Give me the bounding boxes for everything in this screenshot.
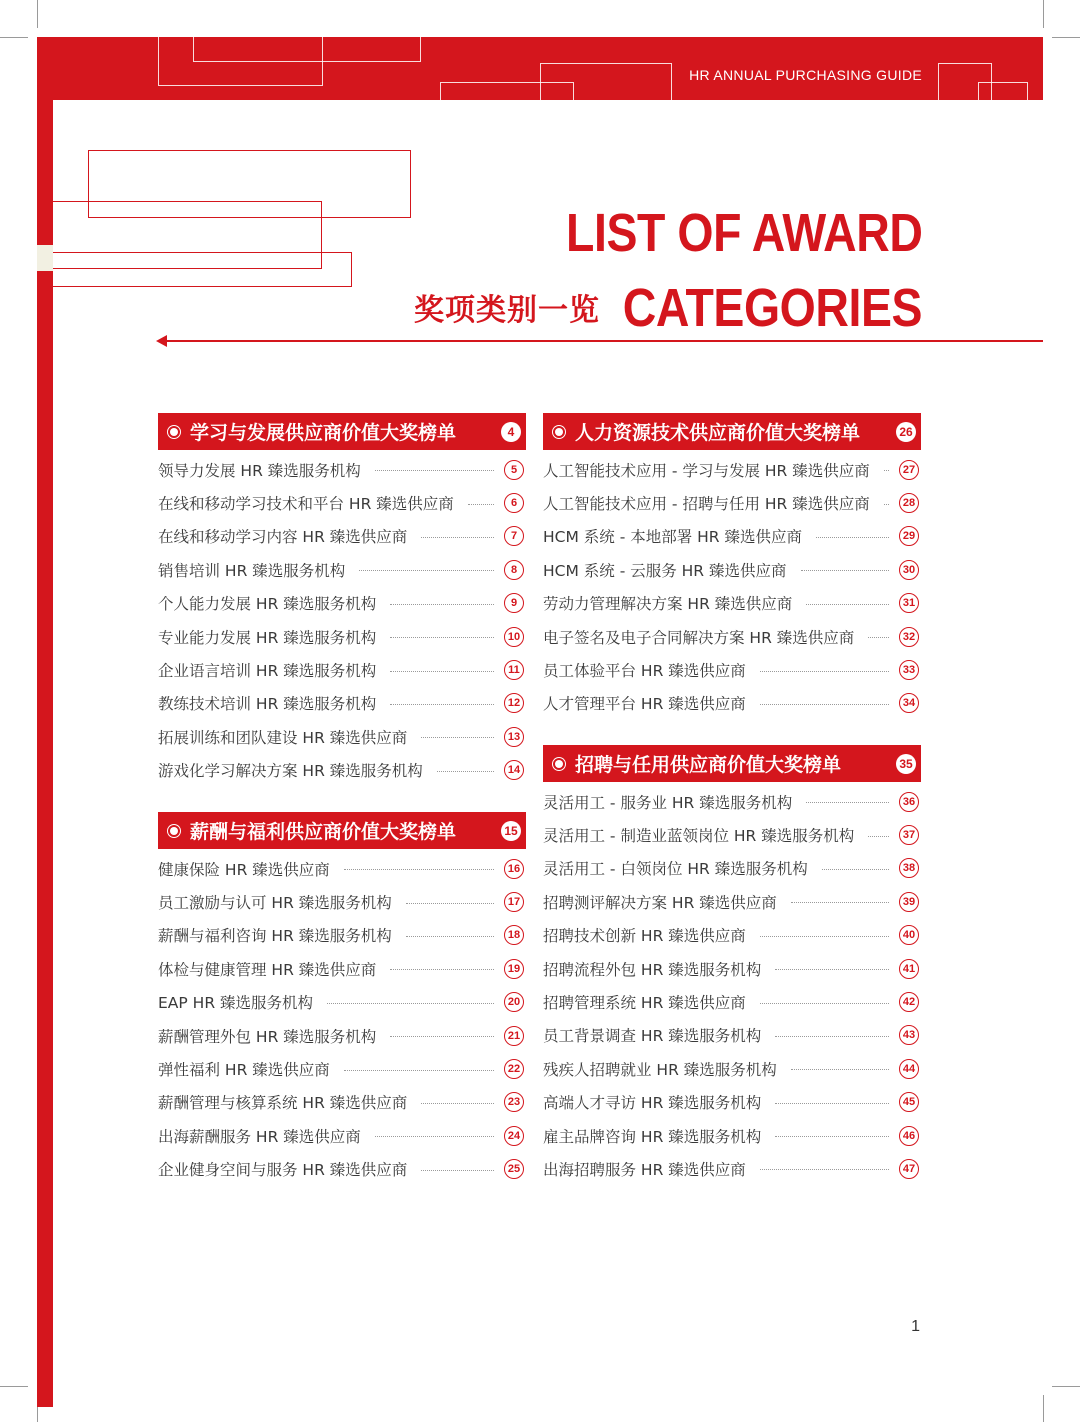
leader-dots [327, 1003, 494, 1004]
item-page: 8 [504, 560, 524, 580]
section-header [543, 413, 921, 450]
leader-dots [806, 604, 889, 605]
leader-dots [775, 1136, 889, 1137]
leader-dots [775, 969, 889, 970]
list-item[interactable] [158, 1119, 526, 1152]
list-item[interactable] [158, 1086, 526, 1119]
item-page: 33 [899, 660, 919, 680]
item-page: 17 [504, 892, 524, 912]
leader-dots [468, 504, 494, 505]
item-page: 44 [899, 1059, 919, 1079]
list-item[interactable] [158, 486, 526, 519]
list-item[interactable] [158, 553, 526, 586]
leader-dots [344, 1070, 494, 1071]
leader-dots [775, 1103, 889, 1104]
item-page: 36 [899, 792, 919, 812]
item-label: 游戏化学习解决方案 HR 臻选服务机构 [158, 762, 423, 781]
section-page-badge: 26 [896, 422, 916, 442]
leader-dots [390, 704, 494, 705]
item-page: 42 [899, 992, 919, 1012]
list-item[interactable] [543, 1086, 921, 1119]
arrow-left-icon [156, 335, 167, 347]
item-label: 企业健身空间与服务 HR 臻选供应商 [158, 1161, 408, 1180]
item-page: 12 [504, 693, 524, 713]
list-item[interactable] [543, 1019, 921, 1052]
section-hr-tech [543, 413, 921, 720]
item-page: 9 [504, 593, 524, 613]
item-page: 47 [899, 1159, 919, 1179]
section-title: 薪酬与福利供应商价值大奖榜单 [190, 821, 457, 843]
list-item[interactable] [543, 486, 921, 519]
leader-dots [868, 836, 889, 837]
item-page: 25 [504, 1159, 524, 1179]
list-item[interactable] [158, 520, 526, 553]
item-label: 招聘管理系统 HR 臻选供应商 [543, 994, 746, 1013]
leader-dots [884, 470, 889, 471]
list-item[interactable] [543, 919, 921, 952]
item-page: 28 [899, 493, 919, 513]
guide-title: HR ANNUAL PURCHASING GUIDE [689, 67, 922, 83]
item-page: 6 [504, 493, 524, 513]
item-page: 29 [899, 526, 919, 546]
section-header [158, 812, 526, 849]
item-label: 人才管理平台 HR 臻选供应商 [543, 695, 746, 714]
leader-dots [406, 936, 494, 937]
item-page: 20 [504, 992, 524, 1012]
item-label: 专业能力发展 HR 臻选服务机构 [158, 628, 377, 647]
item-label: 薪酬管理与核算系统 HR 臻选供应商 [158, 1094, 408, 1113]
item-page: 18 [504, 925, 524, 945]
leader-dots [801, 570, 889, 571]
item-label: HCM 系统 - 本地部署 HR 臻选供应商 [543, 528, 803, 547]
leader-dots [390, 604, 494, 605]
bullet-icon [555, 428, 563, 436]
list-item[interactable] [158, 1153, 526, 1186]
leader-dots [822, 869, 889, 870]
item-label: 教练技术培训 HR 臻选服务机构 [158, 695, 377, 714]
list-item[interactable] [158, 754, 526, 787]
list-item[interactable] [158, 919, 526, 952]
section-header [543, 745, 921, 782]
item-page: 30 [899, 560, 919, 580]
decor-rect [978, 82, 1028, 101]
leader-dots [868, 637, 889, 638]
leader-dots [390, 969, 494, 970]
leader-dots [375, 1136, 494, 1137]
list-item[interactable] [543, 1119, 921, 1152]
list-item[interactable] [158, 1019, 526, 1052]
crop-mark [1052, 37, 1080, 38]
section-title: 学习与发展供应商价值大奖榜单 [190, 422, 457, 444]
list-item[interactable] [543, 520, 921, 553]
item-label: 招聘技术创新 HR 臻选供应商 [543, 927, 746, 946]
leader-dots [344, 869, 494, 870]
item-page: 22 [504, 1059, 524, 1079]
item-page: 46 [899, 1126, 919, 1146]
item-label: 出海招聘服务 HR 臻选供应商 [543, 1160, 746, 1179]
page-number: 1 [911, 1318, 920, 1335]
item-label: 薪酬管理外包 HR 臻选服务机构 [158, 1027, 377, 1046]
title-divider [164, 340, 1043, 342]
section-title: 招聘与任用供应商价值大奖榜单 [575, 754, 842, 776]
leader-dots [359, 570, 494, 571]
item-label: 雇主品牌咨询 HR 臻选服务机构 [543, 1127, 762, 1146]
section-page-badge: 15 [501, 821, 521, 841]
list-item[interactable] [158, 885, 526, 918]
item-label: 领导力发展 HR 臻选服务机构 [158, 461, 361, 480]
list-item[interactable] [543, 453, 921, 486]
item-page: 40 [899, 925, 919, 945]
leader-dots [421, 737, 494, 738]
leader-dots [775, 1036, 889, 1037]
item-page: 11 [504, 660, 524, 680]
item-page: 7 [504, 526, 524, 546]
bullet-icon [170, 428, 178, 436]
list-item[interactable] [543, 852, 921, 885]
item-page: 37 [899, 825, 919, 845]
item-page: 38 [899, 858, 919, 878]
leader-dots [791, 902, 889, 903]
item-label: 弹性福利 HR 臻选供应商 [158, 1061, 330, 1080]
list-item[interactable] [543, 553, 921, 586]
item-label: 电子签名及电子合同解决方案 HR 臻选供应商 [543, 628, 855, 647]
leader-dots [760, 1003, 889, 1004]
leader-dots [421, 1103, 494, 1104]
list-item[interactable] [543, 620, 921, 653]
list-item[interactable] [543, 952, 921, 985]
left-band-notch [37, 245, 53, 271]
item-page: 10 [504, 627, 524, 647]
item-page: 32 [899, 627, 919, 647]
item-label: 个人能力发展 HR 臻选服务机构 [158, 595, 377, 614]
leader-dots [760, 704, 889, 705]
item-label: 在线和移动学习内容 HR 臻选供应商 [158, 528, 408, 547]
section-compensation [158, 812, 526, 1186]
list-item[interactable] [158, 653, 526, 686]
list-item[interactable] [543, 985, 921, 1018]
title-en-line1: LIST OF AWARD [565, 203, 922, 263]
crop-mark [0, 37, 28, 38]
item-page: 45 [899, 1092, 919, 1112]
list-item[interactable] [158, 952, 526, 985]
item-label: 人工智能技术应用 - 招聘与任用 HR 臻选供应商 [543, 495, 870, 514]
leader-dots [421, 537, 494, 538]
left-band [37, 37, 53, 1407]
item-label: HCM 系统 - 云服务 HR 臻选供应商 [543, 561, 787, 580]
item-label: 招聘测评解决方案 HR 臻选供应商 [543, 893, 777, 912]
item-label: 人工智能技术应用 - 学习与发展 HR 臻选供应商 [543, 461, 870, 480]
item-page: 39 [899, 892, 919, 912]
item-page: 24 [504, 1126, 524, 1146]
list-item[interactable] [543, 587, 921, 620]
leader-dots [406, 903, 494, 904]
item-label: 出海薪酬服务 HR 臻选供应商 [158, 1127, 361, 1146]
list-item[interactable] [543, 653, 921, 686]
item-page: 14 [504, 760, 524, 780]
item-label: 员工激励与认可 HR 臻选服务机构 [158, 894, 392, 913]
bullet-icon [170, 827, 178, 835]
list-item[interactable] [158, 986, 526, 1019]
decor-rect [53, 252, 352, 287]
leader-dots [760, 936, 889, 937]
item-page: 43 [899, 1025, 919, 1045]
list-item[interactable] [158, 852, 526, 885]
item-page: 19 [504, 959, 524, 979]
section-page-badge: 4 [501, 422, 521, 442]
item-label: 灵活用工 - 服务业 HR 臻选服务机构 [543, 793, 793, 812]
section-page-badge: 35 [896, 754, 916, 774]
item-label: 体检与健康管理 HR 臻选供应商 [158, 960, 377, 979]
item-label: 企业语言培训 HR 臻选服务机构 [158, 662, 377, 681]
leader-dots [421, 1170, 494, 1171]
item-label: 员工体验平台 HR 臻选供应商 [543, 662, 746, 681]
item-label: 健康保险 HR 臻选供应商 [158, 860, 330, 879]
list-item[interactable] [158, 1052, 526, 1085]
item-page: 23 [504, 1092, 524, 1112]
item-page: 21 [504, 1026, 524, 1046]
item-page: 31 [899, 593, 919, 613]
list-item[interactable] [543, 687, 921, 720]
section-header [158, 413, 526, 450]
item-label: 薪酬与福利咨询 HR 臻选服务机构 [158, 927, 392, 946]
item-label: 招聘流程外包 HR 臻选服务机构 [543, 960, 762, 979]
list-item[interactable] [543, 818, 921, 851]
item-label: 劳动力管理解决方案 HR 臻选供应商 [543, 595, 793, 614]
leader-dots [760, 1169, 889, 1170]
item-label: 员工背景调查 HR 臻选服务机构 [543, 1027, 762, 1046]
list-item[interactable] [543, 885, 921, 918]
item-page: 34 [899, 693, 919, 713]
item-page: 16 [504, 859, 524, 879]
list-item[interactable] [158, 620, 526, 653]
decor-rect [440, 82, 574, 101]
item-label: 拓展训练和团队建设 HR 臻选供应商 [158, 728, 408, 747]
crop-mark [37, 0, 38, 28]
title-cn: 奖项类别一览 [414, 293, 600, 328]
list-item[interactable] [158, 720, 526, 753]
section-title: 人力资源技术供应商价值大奖榜单 [575, 422, 861, 444]
crop-mark [1052, 1386, 1080, 1387]
item-label: 销售培训 HR 臻选服务机构 [158, 561, 346, 580]
item-page: 13 [504, 727, 524, 747]
list-item[interactable] [543, 1052, 921, 1085]
item-label: 在线和移动学习技术和平台 HR 臻选供应商 [158, 495, 454, 514]
item-label: 灵活用工 - 白领岗位 HR 臻选服务机构 [543, 860, 808, 879]
leader-dots [390, 1036, 494, 1037]
decor-rect [193, 37, 421, 62]
crop-mark [0, 1386, 28, 1387]
title-en-line2: CATEGORIES [622, 278, 922, 338]
leader-dots [806, 802, 889, 803]
item-label: 残疾人招聘就业 HR 臻选服务机构 [543, 1060, 777, 1079]
item-label: EAP HR 臻选服务机构 [158, 994, 314, 1013]
crop-mark [1043, 1395, 1044, 1422]
item-label: 高端人才寻访 HR 臻选服务机构 [543, 1094, 762, 1113]
leader-dots [437, 771, 494, 772]
list-item[interactable] [543, 1152, 921, 1185]
leader-dots [375, 470, 494, 471]
list-item[interactable] [158, 587, 526, 620]
section-learning [158, 413, 526, 787]
bullet-icon [555, 760, 563, 768]
list-item[interactable] [158, 453, 526, 486]
item-page: 41 [899, 959, 919, 979]
section-recruiting [543, 745, 921, 1186]
crop-mark [1043, 0, 1044, 28]
item-page: 27 [899, 460, 919, 480]
list-item[interactable] [158, 687, 526, 720]
item-page: 5 [504, 460, 524, 480]
list-item[interactable] [543, 785, 921, 818]
leader-dots [816, 537, 889, 538]
leader-dots [791, 1069, 889, 1070]
leader-dots [884, 504, 889, 505]
leader-dots [760, 671, 889, 672]
leader-dots [390, 671, 494, 672]
item-label: 灵活用工 - 制造业蓝领岗位 HR 臻选服务机构 [543, 827, 855, 846]
leader-dots [390, 637, 494, 638]
